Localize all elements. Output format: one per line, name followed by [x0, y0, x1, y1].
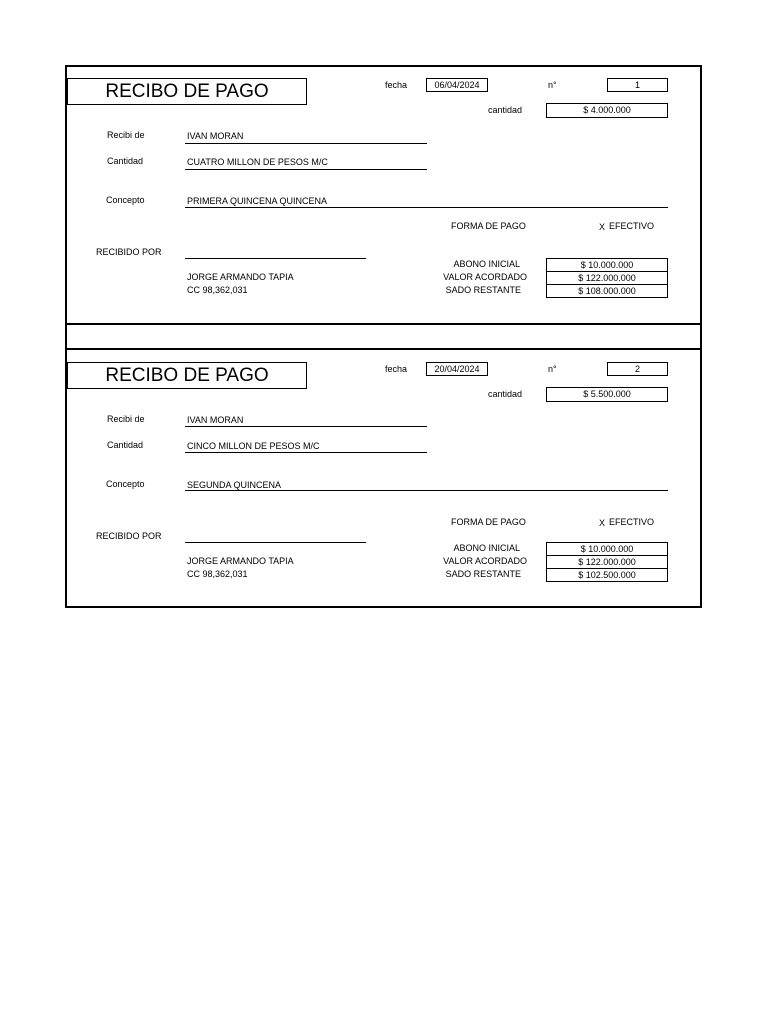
efectivo-label: EFECTIVO	[609, 221, 655, 231]
abono-label: ABONO INICIAL	[453, 543, 520, 553]
concepto-label: Concepto	[106, 479, 145, 489]
efectivo-mark: X	[599, 222, 606, 232]
abono-field: $ 10.000.000	[546, 258, 668, 272]
recibi-label: Recibi de	[107, 414, 145, 424]
receipt-sheet-frame	[65, 65, 702, 608]
firmante-name: JORGE ARMANDO TAPIA	[187, 272, 294, 282]
receipt-title: RECIBO DE PAGO	[67, 362, 307, 389]
firmante-cc: CC 98,362,031	[187, 569, 248, 579]
signature-line	[185, 542, 366, 543]
recibido-por-label: RECIBIDO POR	[96, 531, 162, 541]
saldo-label: SADO RESTANTE	[445, 569, 521, 579]
concepto-value: SEGUNDA QUINCENA	[187, 480, 282, 490]
cantidad-label: cantidad	[488, 105, 523, 115]
fecha-field: 20/04/2024	[426, 362, 488, 376]
saldo-field: $ 102.500.000	[546, 568, 668, 582]
receipt-separator-bottom	[65, 348, 702, 350]
cantidad-text-underline	[185, 169, 427, 170]
cantidad-text-label: Cantidad	[107, 440, 144, 450]
fecha-field: 06/04/2024	[426, 78, 488, 92]
valor-field: $ 122.000.000	[546, 555, 668, 569]
valor-field: $ 122.000.000	[546, 271, 668, 285]
abono-label: ABONO INICIAL	[453, 259, 520, 269]
recibi-underline	[185, 143, 427, 144]
forma-pago-label: FORMA DE PAGO	[451, 221, 526, 231]
concepto-underline	[185, 207, 668, 208]
cantidad-text-value: CINCO MILLON DE PESOS M/C	[187, 441, 320, 451]
concepto-label: Concepto	[106, 195, 145, 205]
forma-pago-label: FORMA DE PAGO	[451, 517, 526, 527]
fecha-label: fecha	[385, 80, 408, 90]
recibido-por-label: RECIBIDO POR	[96, 247, 162, 257]
recibi-underline	[185, 426, 427, 427]
firmante-name: JORGE ARMANDO TAPIA	[187, 556, 294, 566]
abono-field: $ 10.000.000	[546, 542, 668, 556]
firmante-cc: CC 98,362,031	[187, 285, 248, 295]
concepto-value: PRIMERA QUINCENA QUINCENA	[187, 196, 328, 206]
fecha-label: fecha	[385, 364, 408, 374]
recibi-value: IVAN MORAN	[187, 415, 244, 425]
numero-field: 2	[607, 362, 668, 376]
cantidad-field: $ 5.500.000	[546, 387, 668, 402]
numero-label: n°	[548, 80, 557, 90]
receipt-separator-top	[65, 323, 702, 325]
cantidad-field: $ 4.000.000	[546, 103, 668, 118]
receipt-title: RECIBO DE PAGO	[67, 78, 307, 105]
valor-label: VALOR ACORDADO	[443, 556, 527, 566]
efectivo-label: EFECTIVO	[609, 517, 655, 527]
cantidad-text-underline	[185, 452, 427, 453]
saldo-label: SADO RESTANTE	[445, 285, 521, 295]
cantidad-text-value: CUATRO MILLON DE PESOS M/C	[187, 157, 328, 167]
numero-field: 1	[607, 78, 668, 92]
efectivo-mark: X	[599, 518, 606, 528]
recibi-label: Recibi de	[107, 130, 145, 140]
recibi-value: IVAN MORAN	[187, 131, 244, 141]
numero-label: n°	[548, 364, 557, 374]
concepto-underline	[185, 490, 668, 491]
valor-label: VALOR ACORDADO	[443, 272, 527, 282]
cantidad-label: cantidad	[488, 389, 523, 399]
signature-line	[185, 258, 366, 259]
saldo-field: $ 108.000.000	[546, 284, 668, 298]
cantidad-text-label: Cantidad	[107, 156, 144, 166]
